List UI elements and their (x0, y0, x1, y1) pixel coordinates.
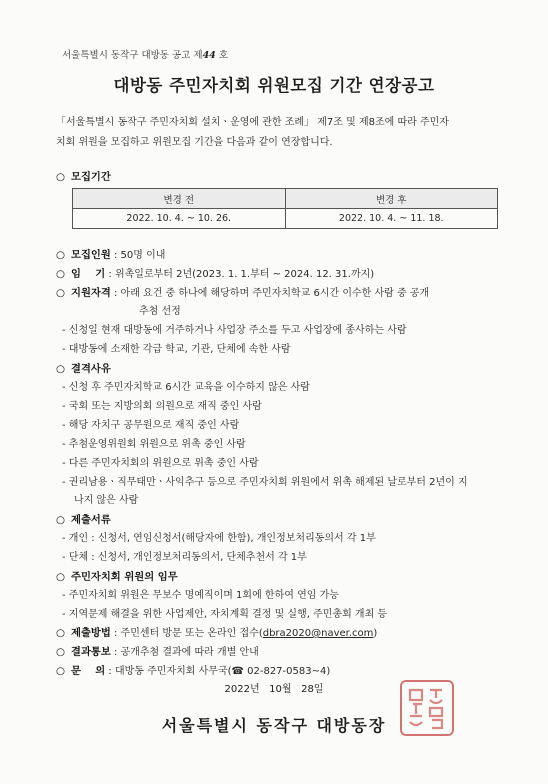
circle-bullet-icon: ○ (56, 514, 65, 526)
list-item: - 대방동에 소재한 각급 학교, 기관, 단체에 속한 사람 (62, 344, 291, 355)
issue-date: 2022년 10월 28일 (224, 684, 324, 695)
list-item: - 해당 자치구 공무원으로 재직 중인 사람 (62, 420, 240, 431)
section-heading-period: ○ 모집기간 (56, 171, 111, 183)
period-value-after: 2022. 10. 4. ~ 11. 18. (285, 209, 498, 229)
list-item: - 국회 또는 지방의회 의원으로 재직 중인 사람 (62, 401, 262, 412)
circle-bullet-icon: ○ (56, 287, 65, 299)
circle-bullet-icon: ○ (56, 268, 65, 280)
notice-number-line (62, 47, 228, 61)
email-link[interactable]: dbra2020@naver.com (262, 628, 374, 639)
qualification-cont: 추첨 선정 (139, 306, 181, 317)
list-item: - 추첨운영위원회 위원으로 위촉 중인 사람 (62, 439, 246, 450)
circle-bullet-icon: ○ (56, 363, 65, 375)
circle-bullet-icon: ○ (56, 571, 65, 583)
circle-bullet-icon: ○ (56, 627, 65, 639)
notice-number: 44 (202, 50, 216, 61)
list-item: - 단체 : 신청서, 개인정보처리동의서, 단체추천서 각 1부 (62, 552, 307, 563)
section-heading-documents: ○ 제출서류 (56, 514, 111, 526)
official-seal-icon (400, 680, 454, 736)
page-title: 대방동 주민자치회 위원모집 기간 연장공고 (113, 76, 435, 95)
list-item: - 다른 주민자치회의 위원으로 위촉 중인 사람 (62, 458, 259, 469)
issuer-name: 서울특별시 동작구 대방동장 (161, 716, 387, 735)
term-line: ○ 임 기 : 위촉일로부터 2년(2023. 1. 1.부터 ~ 2024. 12. 31.까지) (56, 268, 375, 280)
circle-bullet-icon: ○ (56, 646, 65, 658)
list-item: - 권리남용ㆍ직무태만ㆍ사익추구 등으로 주민자치회 위원에서 위촉 해제된 날로부터 2년이 지 (62, 477, 468, 488)
section-heading-disqualification: ○ 결격사유 (56, 363, 111, 375)
circle-bullet-icon: ○ (56, 665, 65, 677)
result-line: ○ 결과통보 : 공개추첨 결과에 따라 개별 안내 (56, 646, 259, 658)
intro-line: 치회 위원을 모집하고 위원모집 기간을 다음과 같이 연장합니다. (56, 137, 333, 148)
list-item: - 신청일 현재 대방동에 거주하거나 사업장 주소를 두고 사업장에 종사하는 사람 (62, 325, 407, 336)
inquiry-line: ○ 문 의 : 대방동 주민자치회 사무국(☎ 02-827-0583~4) (56, 665, 331, 677)
period-value-before: 2022. 10. 4. ~ 10. 26. (73, 209, 286, 229)
submission-line: ○ 제출방법 : 주민센터 방문 또는 온라인 접수(dbra2020@naver.com) (56, 627, 378, 639)
period-header-before: 변경 전 (73, 189, 286, 209)
notice-suffix: 호 (218, 50, 229, 61)
list-item: - 개인 : 신청서, 연임신청서(해당자에 한함), 개인정보처리동의서 각 1부 (62, 533, 376, 544)
list-item: - 주민자치회 위원은 무보수 명예직이며 1회에 한하여 연임 가능 (62, 590, 339, 601)
list-item: - 지역문제 해결을 위한 사업제안, 자치계획 결정 및 실행, 주민총회 개최 등 (62, 609, 388, 620)
recruit-line: ○ 모집인원 : 50명 이내 (56, 249, 166, 261)
intro-line: 「서울특별시 동작구 주민자치회 설치ㆍ운영에 관한 조례」 제7조 및 제8조에 따라 주민자 (56, 117, 449, 128)
list-item: - 신청 후 주민자치학교 6시간 교육을 이수하지 않은 사람 (62, 382, 310, 393)
circle-bullet-icon: ○ (56, 249, 65, 261)
period-header-after: 변경 후 (285, 189, 498, 209)
seal-glyph (402, 682, 452, 734)
section-heading-duties: ○ 주민자치회 위원의 임무 (56, 571, 178, 583)
intro-paragraph (56, 113, 516, 153)
qualification-line: ○ 지원자격 : 아래 요건 중 하나에 해당하며 주민자치학교 6시간 이수한 사람 중 공개 (56, 287, 430, 299)
list-item-cont: 나지 않은 사람 (74, 495, 139, 506)
circle-bullet-icon: ○ (56, 171, 65, 183)
notice-prefix: 서울특별시 동작구 대방동 공고 제 (62, 50, 203, 61)
period-table (72, 188, 498, 229)
